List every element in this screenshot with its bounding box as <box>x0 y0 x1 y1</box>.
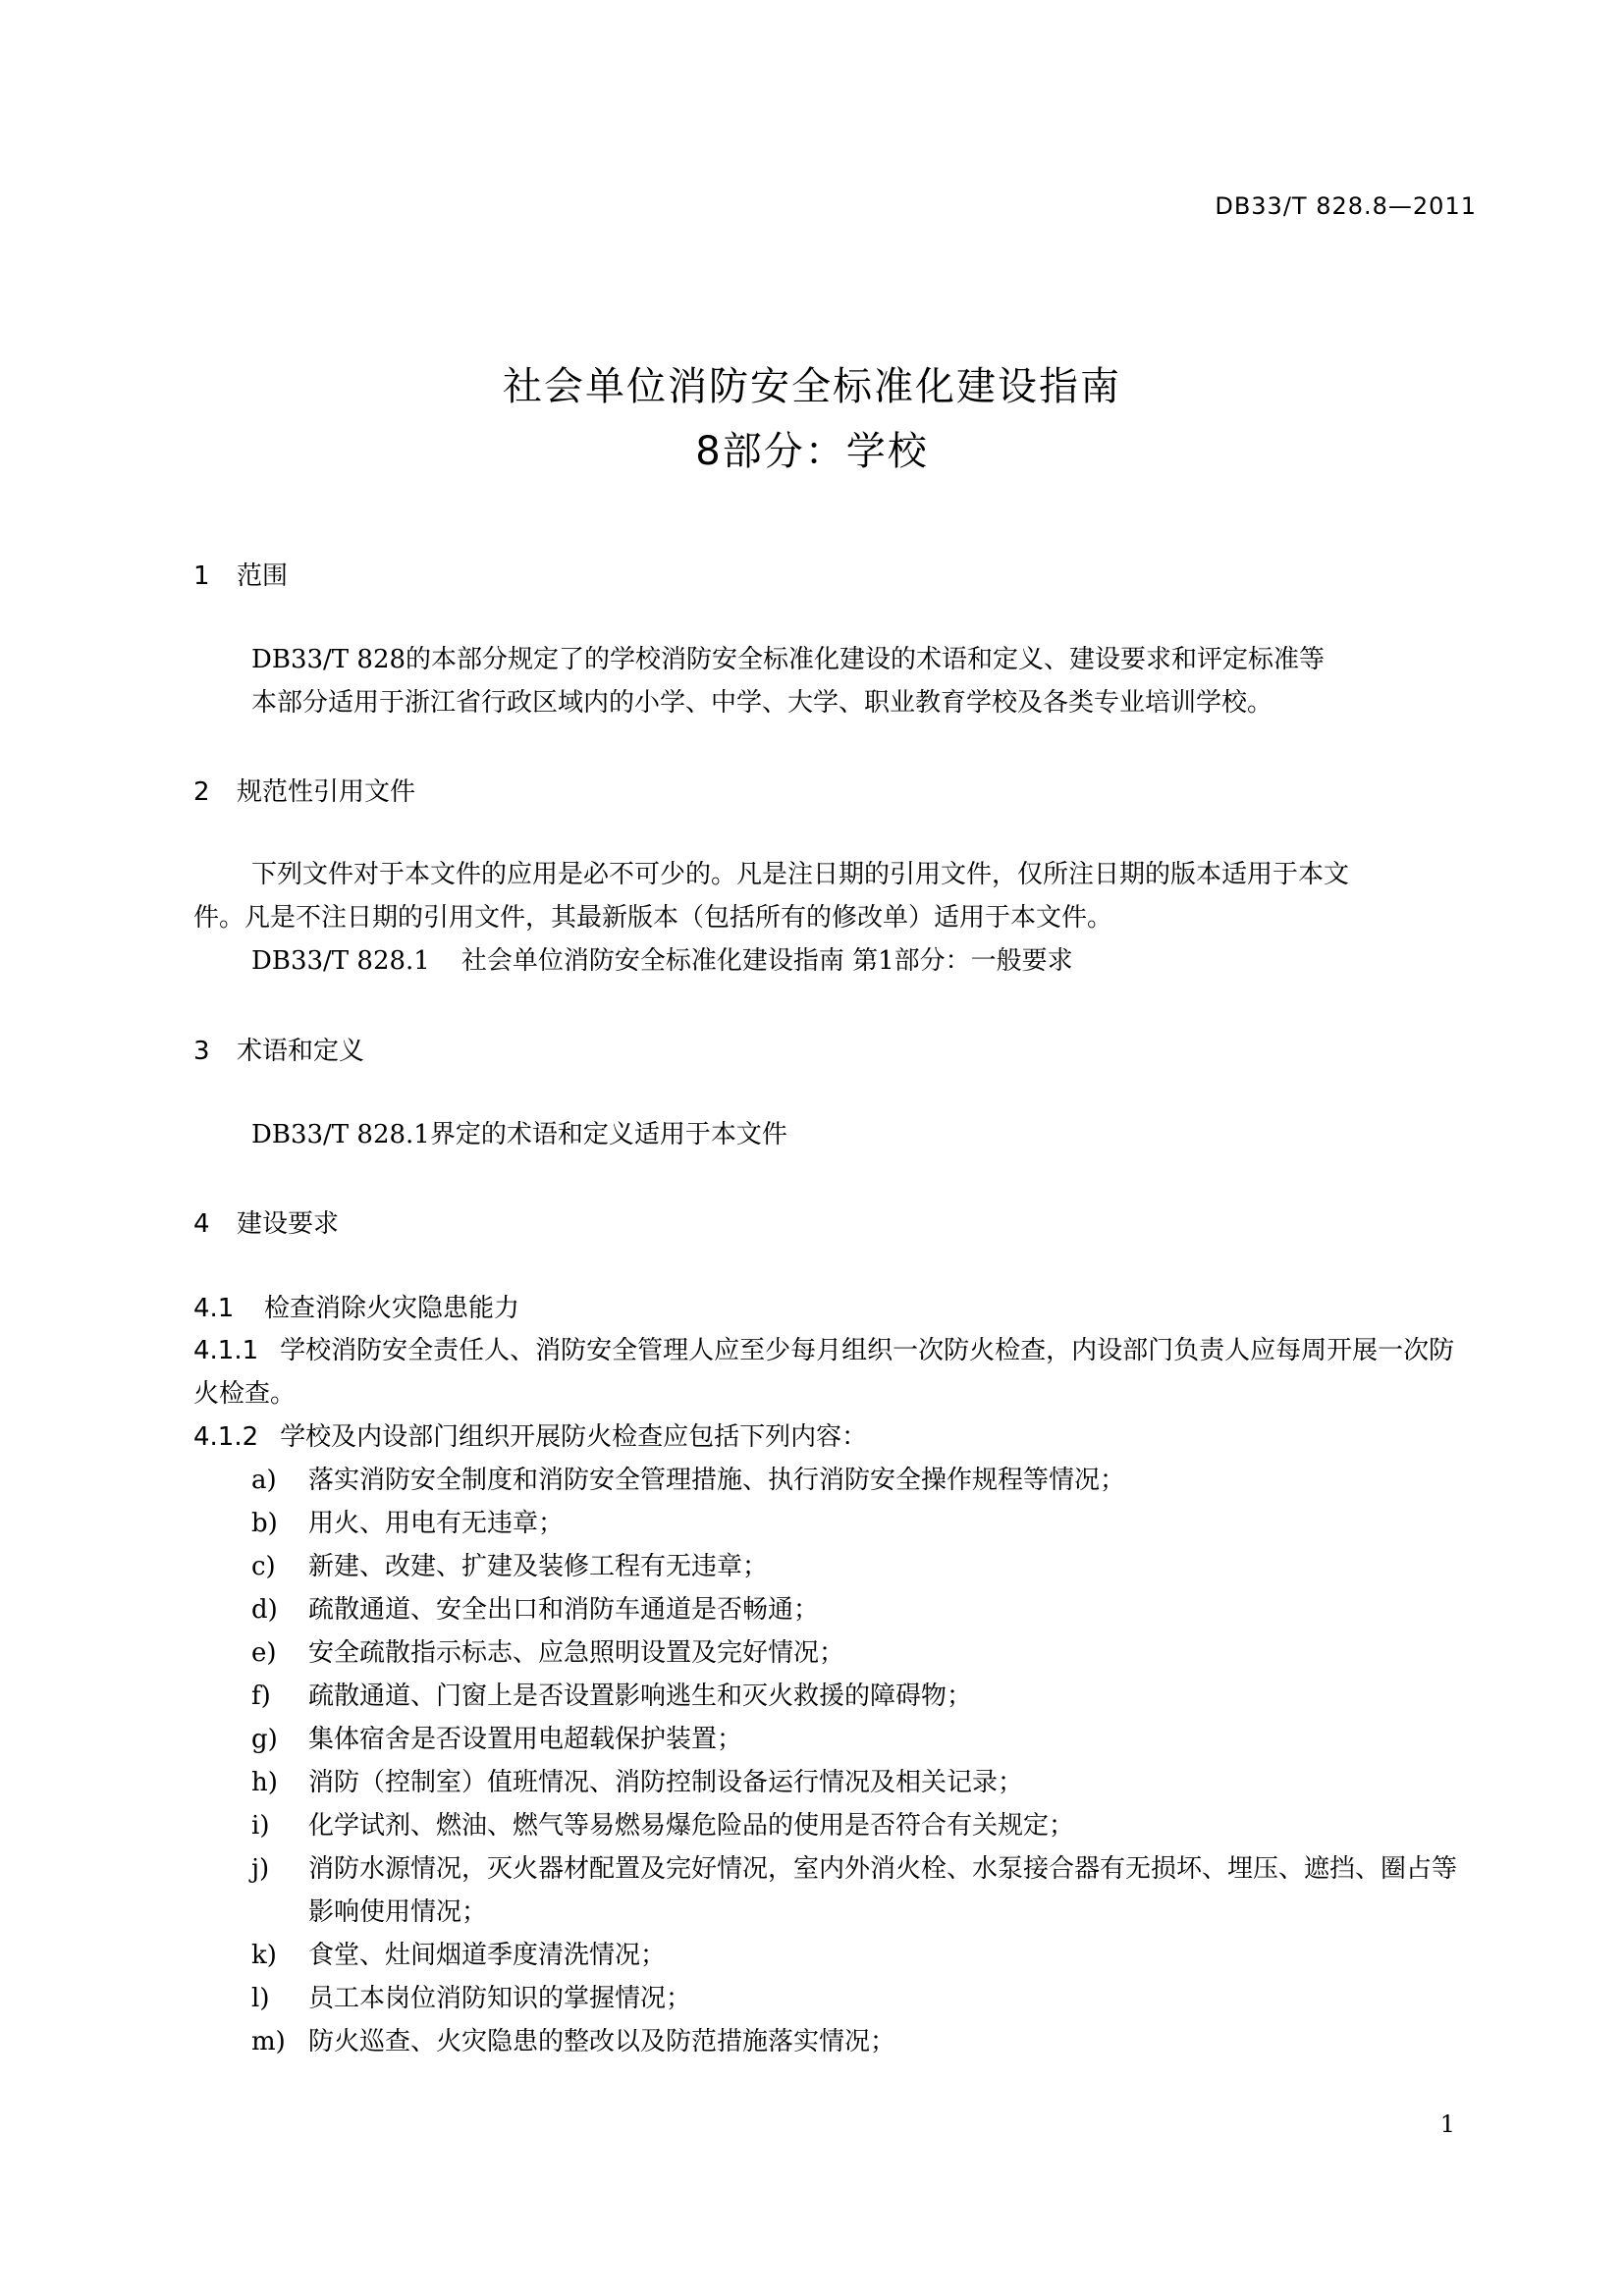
subsection-title: 检查消除火灾隐患能力 <box>264 1294 520 1323</box>
standard-code: DB33/T 828.8—2011 <box>1215 192 1477 220</box>
list-item-text: 员工本岗位消防知识的掌握情况； <box>308 1984 692 2013</box>
list-item-text: 疏散通道、安全出口和消防车通道是否畅通； <box>308 1595 820 1625</box>
section-4-heading <box>193 1203 339 1240</box>
list-marker: j) <box>251 1854 270 1884</box>
section-2-paragraph-line-2: 件。凡是不注日期的引用文件，其最新版本（包括所有的修改单）适用于本文件。 <box>193 903 1113 933</box>
subsection-4-1-heading <box>193 1288 519 1324</box>
section-number: 2 <box>193 777 210 807</box>
list-item <box>251 1545 1479 1588</box>
document-subtitle: 8部分：学校 <box>695 429 929 474</box>
page-number: 1 <box>1439 2110 1455 2138</box>
list-item-text: 落实消防安全制度和消防安全管理措施、执行消防安全操作规程等情况； <box>308 1466 1126 1495</box>
document-title: 社会单位消防安全标准化建设指南 <box>503 364 1121 409</box>
section-1-paragraph-1: DB33/T 828的本部分规定了的学校消防安全标准化建设的术语和定义、建设要求和评定标准等 <box>251 645 1326 674</box>
list-item-text: 集体宿舍是否设置用电超载保护装置； <box>308 1725 743 1754</box>
section-3-heading <box>193 1031 364 1067</box>
section-3-paragraph: DB33/T 828.1界定的术语和定义适用于本文件 <box>251 1120 787 1149</box>
list-marker: l) <box>251 1984 270 2013</box>
clause-4-1-2 <box>193 1415 1480 1459</box>
clause-text: 学校及内设部门组织开展防火检查应包括下列内容： <box>280 1422 868 1452</box>
list-item <box>251 1761 1479 1804</box>
list-item <box>251 1804 1479 1847</box>
list-item-text: 用火、用电有无违章； <box>308 1509 565 1538</box>
reference-code: DB33/T 828.1 <box>251 946 430 976</box>
list-item <box>251 1675 1479 1718</box>
reference-title: 社会单位消防安全标准化建设指南 第1部分：一般要求 <box>460 946 1073 976</box>
list-marker: a) <box>251 1466 277 1495</box>
clause-4-1-1 <box>193 1329 1480 1415</box>
list-marker: b) <box>251 1509 278 1538</box>
list-marker: m) <box>251 2027 286 2056</box>
section-title: 建设要求 <box>237 1209 340 1239</box>
list-item-text: 安全疏散指示标志、应急照明设置及完好情况； <box>308 1638 845 1668</box>
list-item <box>251 1977 1479 2020</box>
section-1-paragraph-2: 本部分适用于浙江省行政区域内的小学、中学、大学、职业教育学校及各类专业培训学校。 <box>251 688 1273 718</box>
list-item-text: 食堂、灶间烟道季度清洗情况； <box>308 1941 667 1970</box>
list-item <box>251 1459 1479 1502</box>
list-marker: k) <box>251 1941 277 1970</box>
clause-number: 4.1.2 <box>193 1422 259 1452</box>
section-1-heading <box>193 556 288 592</box>
normative-reference <box>251 939 1073 983</box>
list-item <box>251 1718 1479 1761</box>
section-number: 1 <box>193 561 210 591</box>
list-item <box>251 1588 1479 1631</box>
list-marker: c) <box>251 1552 276 1581</box>
list-item-text: 疏散通道、门窗上是否设置影响逃生和灭火救援的障碍物； <box>308 1682 973 1711</box>
inspection-items-list <box>251 1459 1479 2063</box>
section-number: 3 <box>193 1037 210 1066</box>
section-2-heading <box>193 772 415 808</box>
list-marker: i) <box>251 1811 270 1841</box>
list-item-text: 化学试剂、燃油、燃气等易燃易爆危险品的使用是否符合有关规定； <box>308 1811 1075 1841</box>
list-item <box>251 1934 1479 1977</box>
list-marker: g) <box>251 1725 278 1754</box>
list-item-text: 新建、改建、扩建及装修工程有无违章； <box>308 1552 769 1581</box>
subsection-number: 4.1 <box>193 1294 235 1323</box>
list-item <box>251 1847 1479 1934</box>
section-2-paragraph-line-1: 下列文件对于本文件的应用是必不可少的。凡是注日期的引用文件，仅所注日期的版本适用于本文 <box>251 860 1350 889</box>
list-item <box>251 1631 1479 1675</box>
section-title: 规范性引用文件 <box>237 777 416 807</box>
clause-text: 学校消防安全责任人、消防安全管理人应至少每月组织一次防火检查，内设部门负责人应每周开展一次防火检查。 <box>193 1336 1455 1409</box>
list-marker: f) <box>251 1682 271 1711</box>
section-title: 术语和定义 <box>237 1037 365 1066</box>
list-marker: h) <box>251 1768 278 1797</box>
list-marker: d) <box>251 1595 278 1625</box>
section-number: 4 <box>193 1209 210 1239</box>
list-item <box>251 2020 1479 2063</box>
clause-number: 4.1.1 <box>193 1336 259 1365</box>
list-item-text: 防火巡查、火灾隐患的整改以及防范措施落实情况； <box>308 2027 896 2056</box>
list-item-text: 消防（控制室）值班情况、消防控制设备运行情况及相关记录； <box>308 1768 1024 1797</box>
list-item-text: 消防水源情况，灭火器材配置及完好情况，室内外消火栓、水泵接合器有无损坏、埋压、遮挡、圈占等影响使用情况； <box>308 1854 1458 1927</box>
list-marker: e) <box>251 1638 277 1668</box>
section-title: 范围 <box>237 561 289 591</box>
list-item <box>251 1502 1479 1545</box>
